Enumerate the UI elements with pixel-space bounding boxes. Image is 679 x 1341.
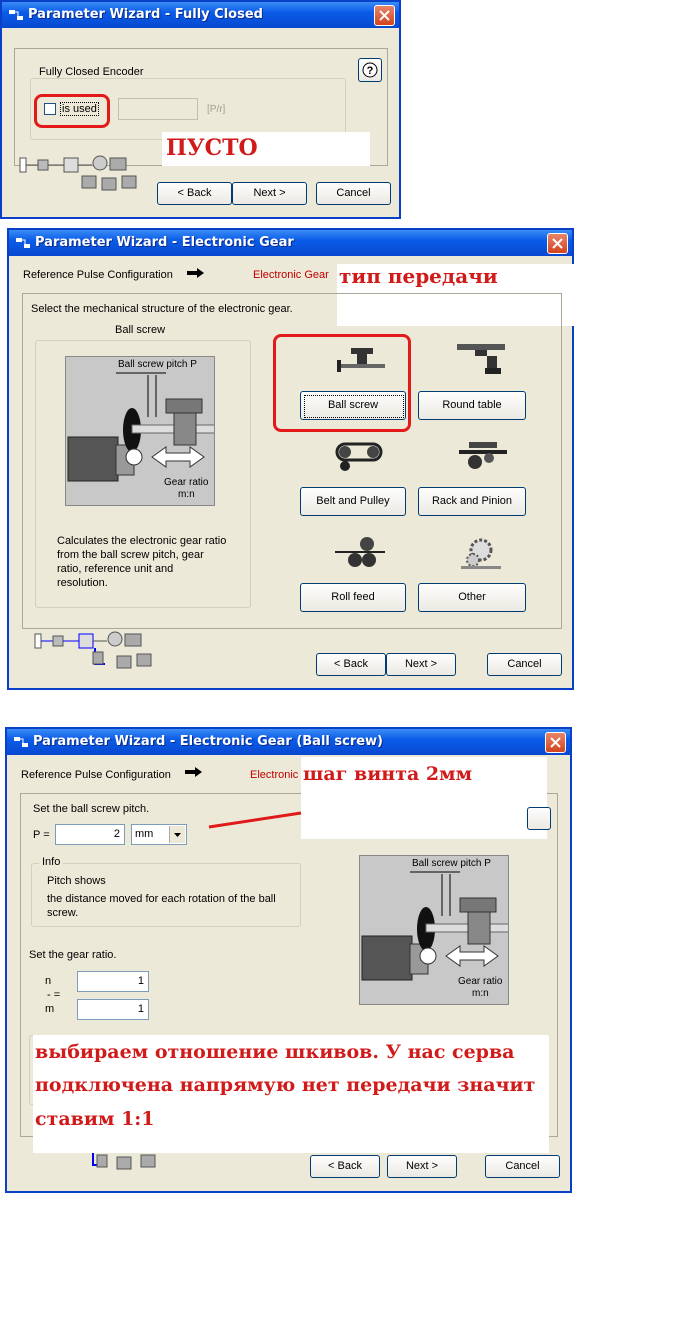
ball-screw-window xyxy=(5,727,572,1193)
pitch-input[interactable]: 2 xyxy=(55,824,125,845)
help-button[interactable] xyxy=(358,58,382,82)
description-line-4: resolution. xyxy=(57,577,108,589)
illustration-pitch-label: Ball screw pitch P xyxy=(118,359,197,370)
option-belt-pulley-button[interactable]: Belt and Pulley xyxy=(300,487,406,516)
description-line-2: from the ball screw pitch, gear xyxy=(57,549,204,561)
cancel-button[interactable]: Cancel xyxy=(487,653,562,676)
unit-select-value: mm xyxy=(135,828,154,840)
encoder-resolution-input[interactable] xyxy=(118,98,198,120)
round-table-icon xyxy=(457,344,505,376)
back-button[interactable]: < Back xyxy=(316,653,386,676)
next-button[interactable]: Next > xyxy=(232,182,307,205)
instruction-text: Select the mechanical structure of the electronic gear. xyxy=(31,303,293,315)
annotation-line-3: ставим 1:1 xyxy=(35,1108,155,1130)
title-bar[interactable] xyxy=(2,2,399,28)
p-label: P = xyxy=(33,829,50,841)
option-other-button[interactable]: Other xyxy=(418,583,526,612)
dropdown-arrow-icon[interactable] xyxy=(169,826,185,843)
illustration-mn-label: m:n xyxy=(472,988,489,999)
back-button[interactable]: < Back xyxy=(310,1155,380,1178)
annotation-empty: ПУСТО xyxy=(166,135,258,161)
n-label: n xyxy=(45,975,52,987)
wizard-icon xyxy=(13,735,29,749)
arrow-right-icon xyxy=(185,767,203,777)
annotation-gear-type: тип передачи xyxy=(339,264,498,288)
roll-feed-icon xyxy=(335,536,385,568)
annotation-line-1: выбираем отношение шкивов. У нас серва xyxy=(35,1041,515,1063)
window-title: Parameter Wizard - Electronic Gear xyxy=(35,235,294,250)
eq-label: - = xyxy=(47,989,61,1001)
info-label: Info xyxy=(39,856,63,868)
step-reference-pulse: Reference Pulse Configuration xyxy=(21,769,171,781)
electronic-gear-window xyxy=(7,228,574,690)
step-electronic-gear: Electronic xyxy=(250,769,299,781)
rack-pinion-icon xyxy=(459,442,507,472)
ball-screw-highlight xyxy=(273,334,411,432)
wizard-icon xyxy=(15,236,31,250)
pointer-line xyxy=(207,811,303,831)
info-line-3: screw. xyxy=(47,907,79,919)
progress-diagram-icon xyxy=(18,154,140,196)
option-roll-feed-button[interactable]: Roll feed xyxy=(300,583,406,612)
m-input[interactable]: 1 xyxy=(77,999,149,1020)
arrow-right-icon xyxy=(187,268,205,278)
unit-label: [P/r] xyxy=(207,104,226,115)
cancel-button[interactable]: Cancel xyxy=(316,182,391,205)
illustration-gear-label: Gear ratio xyxy=(458,976,503,987)
title-bar[interactable] xyxy=(7,729,570,755)
info-line-2: the distance moved for each rotation of the ball xyxy=(47,893,276,905)
close-icon xyxy=(379,10,390,21)
illustration-mn-label: m:n xyxy=(178,489,195,500)
description-line-1: Calculates the electronic gear ratio xyxy=(57,535,227,547)
other-gear-icon xyxy=(459,536,503,570)
m-label: m xyxy=(45,1003,55,1015)
is-used-label: is used xyxy=(62,103,97,115)
progress-diagram-icon xyxy=(91,1153,161,1173)
next-button[interactable]: Next > xyxy=(387,1155,457,1178)
option-round-table-button[interactable]: Round table xyxy=(418,391,526,420)
info-line-1: Pitch shows xyxy=(47,875,106,887)
belt-pulley-icon xyxy=(335,442,385,472)
illustration-gear-label: Gear ratio xyxy=(164,477,209,488)
close-button[interactable] xyxy=(545,732,566,753)
close-icon xyxy=(550,737,561,748)
fully-closed-window xyxy=(0,0,401,219)
annotation-pitch: шаг винта 2мм xyxy=(303,763,473,785)
option-ball-screw-button[interactable]: Ball screw xyxy=(300,391,406,420)
cancel-button[interactable]: Cancel xyxy=(485,1155,560,1178)
close-button[interactable] xyxy=(547,233,568,254)
close-button[interactable] xyxy=(374,5,395,26)
encoder-group-label: Fully Closed Encoder xyxy=(36,66,147,78)
step-reference-pulse: Reference Pulse Configuration xyxy=(23,269,173,281)
n-input[interactable]: 1 xyxy=(77,971,149,992)
illustration-pitch-label: Ball screw pitch P xyxy=(412,858,491,869)
svg-text:?: ? xyxy=(366,65,374,77)
wizard-icon xyxy=(8,8,24,22)
window-title: Parameter Wizard - Fully Closed xyxy=(28,7,263,22)
back-button[interactable]: < Back xyxy=(157,182,232,205)
description-line-3: ratio, reference unit and xyxy=(57,563,174,575)
title-bar[interactable] xyxy=(9,230,572,256)
help-icon xyxy=(362,62,378,78)
window-title: Parameter Wizard - Electronic Gear (Ball screw) xyxy=(33,734,384,749)
ball-screw-illustration xyxy=(65,356,215,506)
is-used-checkbox[interactable] xyxy=(44,103,56,115)
unit-select[interactable] xyxy=(131,824,187,845)
progress-diagram-icon xyxy=(33,630,159,674)
hidden-side-button[interactable] xyxy=(527,807,551,830)
option-rack-pinion-button[interactable]: Rack and Pinion xyxy=(418,487,526,516)
selected-structure-label: Ball screw xyxy=(115,324,166,336)
next-button[interactable]: Next > xyxy=(386,653,456,676)
ball-screw-illustration xyxy=(359,855,509,1005)
close-icon xyxy=(552,238,563,249)
gear-prompt: Set the gear ratio. xyxy=(29,949,117,961)
step-electronic-gear: Electronic Gear xyxy=(253,269,329,281)
pitch-prompt: Set the ball screw pitch. xyxy=(33,803,150,815)
annotation-line-2: подключена напрямую нет передачи значит xyxy=(35,1074,536,1096)
